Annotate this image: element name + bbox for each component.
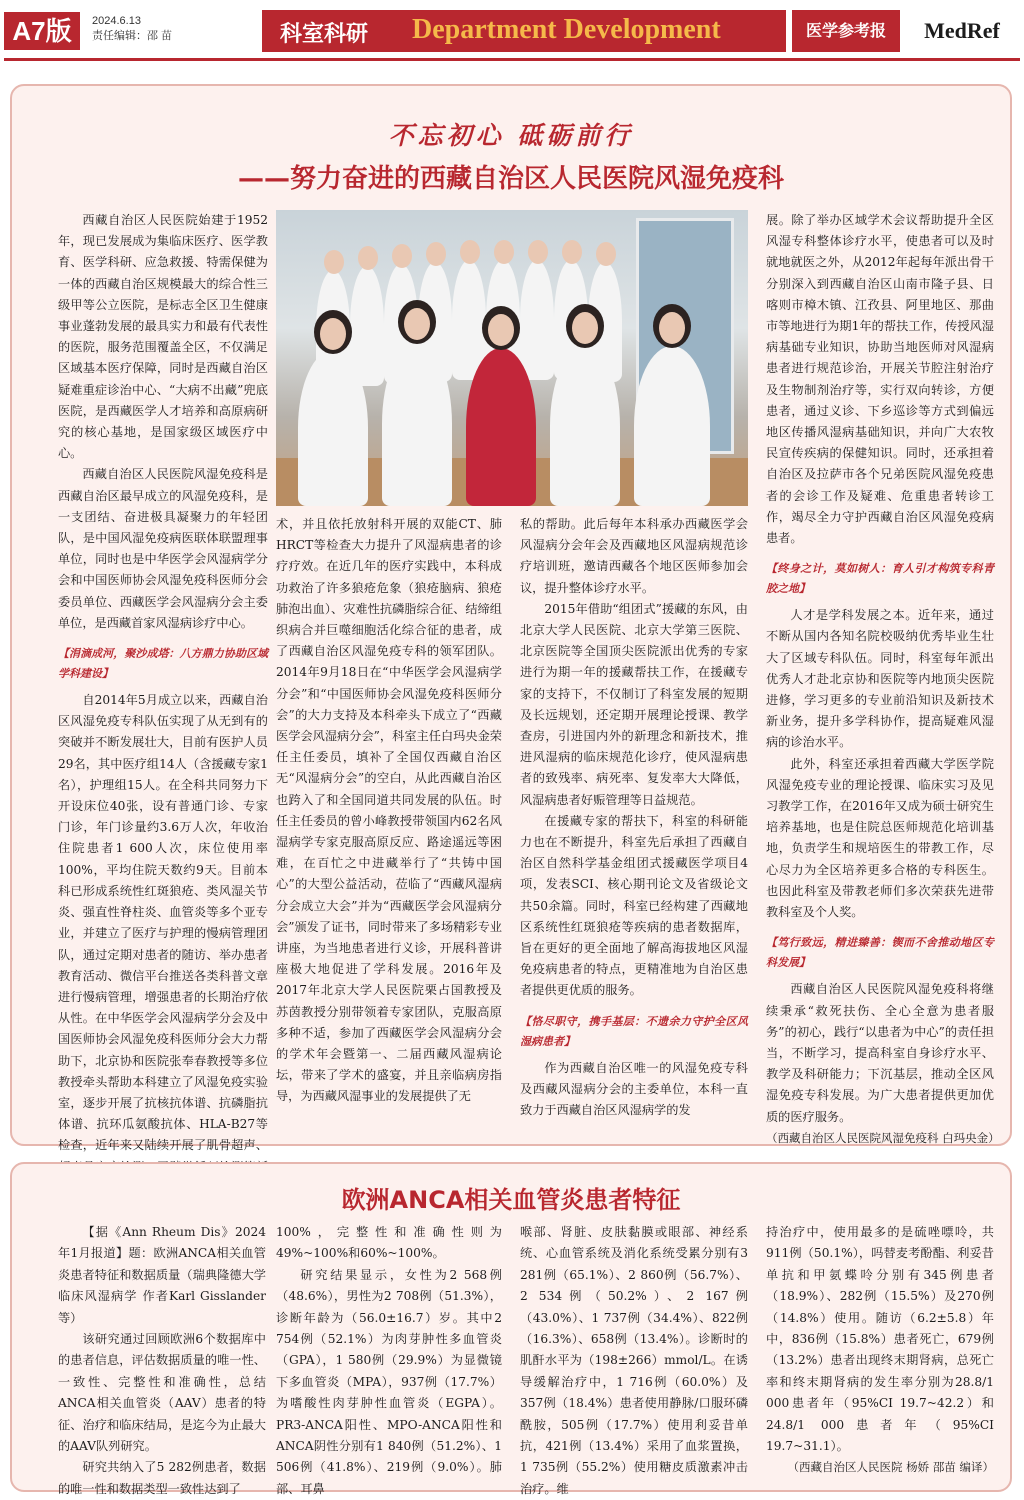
paragraph: 人才是学科发展之本。近年来，通过不断从国内各知名院校吸纳优秀毕业生壮大了区域专科队伍。同时，科室每年派出优秀人才赴北京协和医院等内地顶尖医院进修，学习更多的专业前沿知识及新技术新业务，提升多学科协作，提高疑难风湿病的诊治水平。 — [766, 608, 994, 750]
team-photo — [276, 210, 748, 506]
paragraph: 在援藏专家的帮扶下，科室的科研能力也在不断提升，科室先后承担了西藏自治区自然科学基金组团式援藏医学项目4项，发表SCI、核心期刊论文及省级论文共50余篇。同时，科室已经构建了西藏地区系统性红斑狼疮等疾病的患者数据库，旨在更好的更全面地了解高海拔地区风湿免疫病患者的特点，更精准地为自治区患者提供更优质的服务。 — [520, 813, 748, 998]
paragraph: 西藏自治区人民医院始建于1952年，现已发展成为集临床医疗、医学教育、医学科研、应急救援、特需保健为一体的西藏自治区规模最大的综合性三级甲等公立医院，是标志全区卫生健康事业蓬勃发展的最具实力和最有代表性的医院，服务范围覆盖全区，不仅满足区域基本医疗保障，同时是西藏自治区疑难重症诊治中心、“大病不出藏”兜底医院，是西藏医学人才培养和高原病研究的核心基地，是国家级区域医疗中心。 — [58, 213, 268, 461]
article2-title: 欧洲ANCA相关血管炎患者特征 — [341, 1186, 681, 1214]
photo-person — [550, 346, 620, 506]
photo-person — [634, 346, 710, 506]
paragraph: 作为西藏自治区唯一的风湿免疫专科及西藏风湿病分会的主委单位，本科一直致力于西藏自治区风湿病学的发 — [520, 1060, 748, 1118]
article-title: ——努力奋进的西藏自治区人民医院风湿免疫科 — [237, 164, 784, 194]
paragraph: 私的帮助。此后每年本科承办西藏医学会风湿病分会年会及西藏地区风湿病规范诊疗培训班，邀请西藏各个地区医师参加会议，提升整体诊疗水平。 — [520, 517, 748, 595]
photo-person — [466, 348, 536, 506]
paragraph: 该研究通过回顾欧洲6个数据库中的患者信息，评估数据质量的唯一性、一致性、完整性和准确性，总结ANCA相关血管炎（AAV）患者的特征、治疗和临床结局，是迄今为止最大的AAV队列研究。 — [58, 1332, 266, 1454]
photo-face — [562, 240, 582, 264]
article1-column-1 — [58, 210, 268, 1199]
photo-face — [320, 318, 346, 350]
brand-en: MedRef — [924, 18, 1000, 43]
photo-person — [382, 342, 452, 506]
paragraph: 展。除了举办区域学术会议帮助提升全区风湿专科整体诊疗水平，使患者可以及时就地就医之外，从2012年起每年派出骨干分别深入到西藏自治区山南市隆子县、日喀则市樟木镇、江孜县、阿里地区、那曲市等地进行为期1年的帮扶工作，传授风湿病基础专业知识，协助当地医师对风湿病患者进行规范诊治，开展关节腔注射治疗及生物制剂治疗等，实行双向转诊，方便患者，通过义诊、下乡巡诊等方式到偏远地区传播风湿病基础知识，并向广大农牧民宣传疾病的保健知识。同时，还承担着自治区及拉萨市各个兄弟医院风湿免疫患者的会诊工作及疑难、危重患者转诊工作，竭尽全力守护西藏自治区风湿免疫病患者。 — [766, 213, 994, 546]
article2-column-2 — [276, 1222, 502, 1500]
photo-face — [596, 242, 616, 266]
photo-face — [460, 240, 480, 264]
subheading: 【终身之计，莫如树人：育人引才构筑专科青胶之地】 — [766, 562, 994, 596]
section-title-en: Department Development — [412, 14, 721, 45]
article1-signature: （西藏自治区人民医院风湿免疫科 白玛央金） — [766, 1130, 1000, 1145]
paragraph: 西藏自治区人民医院风湿免疫科将继续秉承“救死扶伤、全心全意为患者服务”的初心，践行“以患者为中心”的责任担当，不断学习，提高科室自身诊疗水平、教学及科研能力；下沉基层，推动全区风湿免疫专科发展。为广大患者提供更加优质的医疗服务。 — [766, 982, 994, 1124]
article1-column-4 — [766, 210, 1000, 1149]
photo-person — [520, 260, 554, 380]
photo-face — [358, 246, 378, 270]
paragraph: 术，并且依托放射科开展的双能CT、肺HRCT等检查大力提升了风湿病患者的诊疗疗效。在近几年的医疗实践中，本科成功救治了许多狼疮危象（狼疮脑病、狼疮肺泡出血）、灾难性抗磷脂综合征、结缔组织病合并巨噬细胞活化综合征的患者，成了西藏自治区风湿免疫专科的领军团队。2014年9月18日在“中华医学会风湿病学分会”和“中国医师协会风湿免疫科医师分会”的大力支持及本科牵头下成立了“西藏医学会风湿病分会”，科室主任白玛央金荣任主任委员，填补了全国仅西藏自治区无“风湿病分会”的空白，从此西藏自治区也跨入了和全国同道共同发展的队伍。时任主任委员的曾小峰教授带领国内62名风湿病学专家克服高原反应、路途遥远等困难，在百忙之中进藏举行了“共铸中国心”的大型公益活动，莅临了“西藏风湿病分会成立大会”并为“西藏医学会风湿病分会”颁发了证书，同时带来了多场精彩专业讲座，为当地患者进行义诊，开展科普讲座极大地促进了学科发展。2016年及2017年北京大学人民医院栗占国教授及苏茵教授分别带领着专家团队，克服高原多种不适，参加了西藏医学会风湿病分会的学术年会暨第一、二届西藏风湿病论坛，带来了学术的盛宴，并且亲临病房指导，为西藏风湿事业的发展提供了无 — [276, 517, 502, 1104]
header-rule — [4, 58, 1020, 61]
editor-credit: 责任编辑：邵 苗 — [92, 30, 173, 42]
photo-face — [494, 240, 514, 264]
photo-face — [572, 312, 598, 344]
paragraph: 【据《Ann Rheum Dis》2024年1月报道】题：欧洲ANCA相关血管炎患者特征和数据质量（瑞典隆德大学临床风湿病学 作者Karl Gisslander 等） — [58, 1225, 266, 1325]
page-header — [0, 0, 1024, 62]
paragraph: 100%，完整性和准确性则为49%~100%和60%~100%。 — [276, 1225, 502, 1261]
photo-face — [392, 244, 412, 268]
article2-column-4 — [766, 1222, 994, 1479]
paragraph: 喉部、肾脏、皮肤黏膜或眼部、神经系统、心血管系统及消化系统受累分别有3 281例（65.1%）、2 860例（56.7%）、2 534例（50.2%）、2 167例（43.0%）、1 737例（34.4%）、822例（16.3%）、658例（13.4%）。诊断时的肌酐水平为（198±266）mmol/L。在诱导缓解治疗中，1 716例（60.0%）及357例（18.4%）患者使用静脉/口服环磷酰胺，505例（17.7%）使用利妥昔单抗，421例（13.4%）采用了血浆置换，1 735例（55.2%）使用糖皮质激素冲击治疗。维 — [520, 1225, 748, 1496]
section-title-cn: 科室科研 — [280, 22, 369, 47]
paragraph: 此外，科室还承担着西藏大学医学院风湿免疫专业的理论授课、临床实习及见习教学工作，在2016年又成为硕士研究生培养基地，也是住院总医师规范化培训基地，负责学生和规培医生的带教工作，尽心尽力为全区培养更多合格的专科医生。也因此科室及带教老师们多次荣获先进带教科室及个人奖。 — [766, 756, 994, 920]
section-band — [262, 10, 786, 52]
paragraph: 2015年借助“组团式”援藏的东风，由北京大学人民医院、北京大学第三医院、北京医院等全国顶尖医院派出优秀的专家进行为期一年的援藏帮扶工作，在援藏专家的支持下，不仅制订了科室发展的短期及长远规划，还定期开展理论授课、教学查房，引进国内外的新理念和新技术，推进风湿病的临床规范化诊疗，使风湿病患者的致残率、病死率、复发率大大降低，风湿病患者好赈管理等日益规范。 — [520, 601, 748, 807]
photo-person — [298, 350, 368, 506]
subheading: 【涓滴成河，聚沙成塔：八方鼎力协助区域学科建设】 — [58, 647, 268, 681]
edition-badge: A7版 — [4, 12, 80, 50]
article1-column-3 — [520, 514, 748, 1121]
paragraph: 研究共纳入了5 282例患者，数据的唯一性和数据类型一致性达到了 — [58, 1460, 266, 1496]
photo-face — [404, 308, 430, 340]
paragraph: 持治疗中，使用最多的是硫唑嘌呤，共911例（50.1%），吗替麦考酚酯、利妥昔单抗和甲氨蝶呤分别有345例患者（18.9%）、282例（15.5%）及270例（14.8%）使用。随访（6.2±5.8）年中，836例（15.8%）患者死亡，679例（13.2%）患者出现终末期肾病，总死亡率和终末期肾病的发生率分别为28.8/1 000患者年（95%CI 19.7~42.2）和24.8/1 000患者年（95%CI 19.7~31.1）。 — [766, 1225, 994, 1454]
article2-column-1 — [58, 1222, 266, 1500]
paragraph: 西藏自治区人民医院风湿免疫科是西藏自治区最早成立的风湿免疫科，是一支团结、奋进极具凝聚力的年轻团队，是中国风湿免疫病医联体联盟理事单位，同时也是中华医学会风湿病学分会和中国医师协会风湿免疫科医师分会委员单位、西藏医学会风湿病分会主委单位，是西藏首家风湿病诊疗中心。 — [58, 467, 268, 630]
paragraph: 自2014年5月成立以来，西藏自治区风湿免疫专科队伍实现了从无到有的突破并不断发展壮大，目前有医护人员29名，其中医疗组14人（含援藏专家1名），护理组15人。在全科共同努力下开设床位40张，设有普通门诊、专家门诊，年门诊量约3.6万人次，年收治住院患者1 600人次，床位使用率100%，平均住院天数约9天。目前本科已形成系统性红斑狼疮、类风湿关节炎、强直性脊柱炎、血管炎等多个亚专业，并建立了医疗与护理的慢病管理团队，通过定期对患者的随访、举办患者教育活动、微信平台推送各类科普文章进行慢病管理，增强患者的长期治疗依从性。在中华医学会风湿病学分会及中国医师协会风湿免疫科医师分会大力帮助下，北京协和医院张奉春教授等多位教授牵头帮助本科建立了风湿免疫实验室，逐步开展了抗核抗体谱、抗磷脂抗体谱、抗环瓜氨酸抗体、HLA-B27等检查，近年来又陆续开展了肌骨超声、 — [58, 693, 268, 1153]
photo-face — [659, 312, 685, 344]
subheading: 【恪尽职守，携手基层：不遗余力守护全区风湿病患者】 — [520, 1014, 748, 1048]
brand-cn: 医学参考报 — [792, 10, 900, 52]
photo-face — [528, 240, 548, 264]
paragraph: 研究结果显示，女性为2 568例（48.6%），男性为2 708例（51.3%），诊断年龄为（56.0±16.7）岁。其中2 754例（52.1%）为肉芽肿性多血管炎（GPA），1 580例（29.9%）为显微镜下多血管炎（MPA），937例（17.7%）为嗜酸性肉芽肿性血管炎（EGPA）。PR3-ANCA阳性、MPO-ANCA阳性和ANCA阴性分别有1 840例（51.2%）、1 506例（41.8%）、219例（9.0%）。肺部、耳鼻 — [276, 1267, 502, 1496]
issue-date: 2024.6.13 — [92, 15, 141, 27]
subheading: 【笃行致远，精进臻善：锲而不舍推动地区专科发展】 — [766, 936, 994, 970]
photo-face — [324, 250, 344, 274]
issue-info — [92, 14, 172, 44]
article2-column-3 — [520, 1222, 748, 1500]
article2-signature: （西藏自治区人民医院 杨娇 邵苗 编译） — [787, 1460, 994, 1475]
article-kicker: 不忘初心 砥砺前行 — [388, 121, 634, 150]
publication-brand — [792, 10, 1020, 52]
photo-face — [488, 314, 514, 346]
article1-column-2 — [276, 514, 502, 1108]
photo-face — [426, 242, 446, 266]
